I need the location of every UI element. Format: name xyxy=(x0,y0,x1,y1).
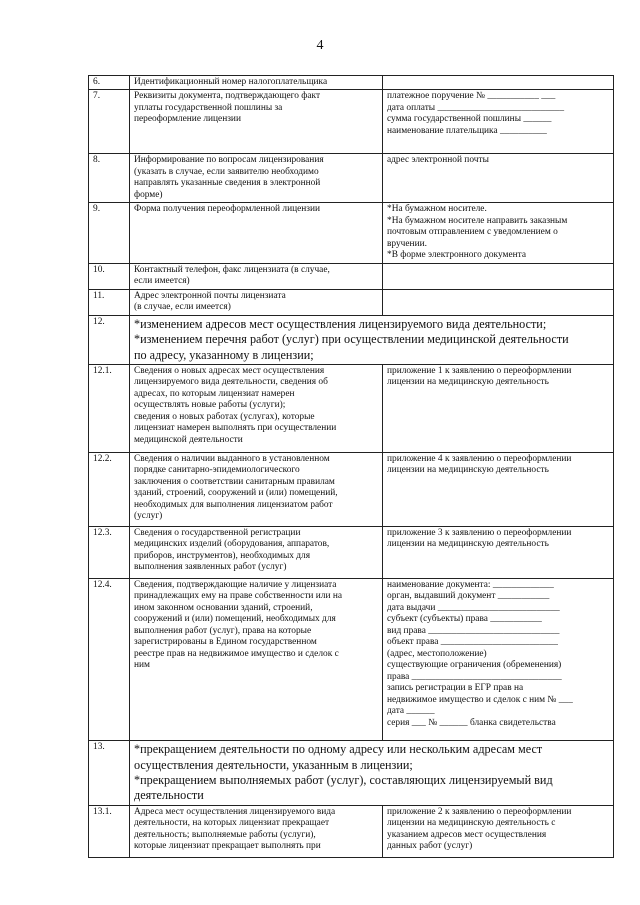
label-line: переоформление лицензии xyxy=(134,114,241,125)
label-line: Сведения, подтверждающие наличие у лицензиата xyxy=(134,580,337,591)
table-row xyxy=(89,365,614,453)
field-value[interactable] xyxy=(383,527,614,579)
field-label xyxy=(130,527,383,579)
table-row xyxy=(89,805,614,857)
row-number: 9. xyxy=(89,203,130,263)
label-line: которые лицензиат прекращает выполнять при xyxy=(134,841,321,852)
row-number: 13.1. xyxy=(89,805,130,857)
value-line: серия ___ № ______ бланка свидетельства xyxy=(387,717,556,728)
row-number: 11. xyxy=(89,289,130,315)
label-line: сооружений и (или) помещений, необходимых для xyxy=(134,614,336,625)
field-label xyxy=(130,805,383,857)
section-heading xyxy=(130,315,614,364)
form-body xyxy=(89,76,614,858)
field-label xyxy=(130,453,383,527)
label-line: сведения о новых работах (услугах), которые xyxy=(134,411,315,422)
value-line: вид права ____________________________ xyxy=(387,625,560,636)
field-value[interactable] xyxy=(383,263,614,289)
merged-line: *прекращением деятельности по одному адресу или нескольким адресам мест xyxy=(134,742,543,757)
label-line: медицинской деятельности xyxy=(134,434,243,445)
table-row xyxy=(89,741,614,806)
field-value[interactable] xyxy=(383,289,614,315)
field-label xyxy=(130,263,383,289)
table-row xyxy=(89,203,614,263)
label-line: Сведения о наличии выданного в установленном xyxy=(134,454,330,465)
label-line: необходимых для выполнения лицензиатом работ xyxy=(134,499,333,510)
label-line: направлять указанные сведения в электронной xyxy=(134,178,321,189)
label-line: деятельность; выполняемые работы (услуги), xyxy=(134,829,316,840)
value-line: сумма государственной пошлины ______ xyxy=(387,114,552,125)
merged-line: осуществления деятельности, указанным в лицензии; xyxy=(134,757,413,772)
merged-line: *изменением перечня работ (услуг) при осуществлении медицинской деятельности xyxy=(134,332,569,347)
value-line: существующие ограничения (обременения) xyxy=(387,660,562,671)
label-line: Сведения о новых адресах мест осуществления xyxy=(134,366,325,377)
value-line: приложение 3 к заявлению о переоформлении xyxy=(387,528,572,539)
value-line: субъект (субъекты) права ___________ xyxy=(387,614,542,625)
field-label xyxy=(130,90,383,154)
value-line: *В форме электронного документа xyxy=(387,250,527,261)
value-line: наименование документа: _____________ xyxy=(387,580,554,591)
value-line: дата ______ xyxy=(387,706,435,717)
value-line: почтовым отправлением с уведомлением о xyxy=(387,227,558,238)
value-line: приложение 2 к заявлению о переоформлении xyxy=(387,806,572,817)
label-line: реестре прав на недвижимое имущество и сделок с xyxy=(134,648,339,659)
label-line: выполнения работ (услуг), права на которые xyxy=(134,625,312,636)
label-line: медицинских изделий (оборудования, аппаратов, xyxy=(134,539,330,550)
label-line: порядке санитарно-эпидемиологического xyxy=(134,465,300,476)
field-label xyxy=(130,203,383,263)
table-row xyxy=(89,289,614,315)
value-line: лицензии на медицинскую деятельность xyxy=(387,539,549,550)
row-number: 12.4. xyxy=(89,579,130,741)
value-line: дата выдачи __________________________ xyxy=(387,602,560,613)
label-line: Сведения о государственной регистрации xyxy=(134,528,301,539)
field-value[interactable] xyxy=(383,365,614,453)
merged-line: деятельности xyxy=(134,788,204,803)
value-line: (адрес, местоположение) xyxy=(387,648,487,659)
table-row xyxy=(89,315,614,364)
table-row xyxy=(89,579,614,741)
label-line: лицензируемого вида деятельности, сведения об xyxy=(134,377,328,388)
row-number: 10. xyxy=(89,263,130,289)
label-line: приборов, инструментов), необходимых для xyxy=(134,550,311,561)
merged-line: *изменением адресов мест осуществления лицензируемого вида деятельности; xyxy=(134,316,547,331)
value-line: объект права _________________________ xyxy=(387,637,558,648)
value-line: приложение 1 к заявлению о переоформлении xyxy=(387,366,572,377)
label-line: заключения о соответствии санитарным правилам xyxy=(134,476,335,487)
label-line: принадлежащих ему на праве собственности или на xyxy=(134,591,343,602)
field-value[interactable] xyxy=(383,805,614,857)
row-number: 12.1. xyxy=(89,365,130,453)
value-line: вручении. xyxy=(387,238,427,249)
section-heading xyxy=(130,741,614,806)
field-value[interactable] xyxy=(383,76,614,90)
label-line: зданий, строений, сооружений и (или) помещений, xyxy=(134,488,338,499)
table-row xyxy=(89,154,614,203)
label-line: Реквизиты документа, подтверждающего факт xyxy=(134,91,321,102)
label-line: ним xyxy=(134,660,150,671)
value-line: указанием адресов мест осуществления xyxy=(387,829,547,840)
value-line: недвижимое имущество и сделок с ним № ___ xyxy=(387,694,573,705)
label-line: лицензиат намерен выполнять при осуществлении xyxy=(134,423,337,434)
label-line: Информирование по вопросам лицензирования xyxy=(134,155,324,166)
label-line: (услуг) xyxy=(134,511,163,522)
row-number: 7. xyxy=(89,90,130,154)
label-line: Адрес электронной почты лицензиата xyxy=(134,290,286,301)
value-line: данных работ (услуг) xyxy=(387,841,473,852)
merged-line: *прекращением выполняемых работ (услуг), составляющих лицензируемый вид xyxy=(134,772,553,787)
value-line: лицензии на медицинскую деятельность xyxy=(387,377,549,388)
table-row xyxy=(89,90,614,154)
label-line: Адреса мест осуществления лицензируемого вида xyxy=(134,806,336,817)
label-line: выполнения заявленных работ (услуг) xyxy=(134,562,287,573)
value-line: платежное поручение № ___________ ___ xyxy=(387,91,556,102)
field-label xyxy=(130,365,383,453)
field-value[interactable] xyxy=(383,90,614,154)
label-line: Контактный телефон, факс лицензиата (в случае, xyxy=(134,264,330,275)
value-line: *На бумажном носителе направить заказным xyxy=(387,215,568,226)
value-line: лицензии на медицинскую деятельность с xyxy=(387,818,556,829)
label-line: Форма получения переоформленной лицензии xyxy=(134,204,321,215)
value-line: права ________________________________ xyxy=(387,671,562,682)
row-number: 12. xyxy=(89,315,130,364)
field-label xyxy=(130,289,383,315)
value-line: лицензии на медицинскую деятельность xyxy=(387,465,549,476)
table-row xyxy=(89,527,614,579)
value-line: *На бумажном носителе. xyxy=(387,204,487,215)
field-label xyxy=(130,154,383,203)
row-number: 13. xyxy=(89,741,130,806)
row-number: 12.2. xyxy=(89,453,130,527)
field-value[interactable] xyxy=(383,154,614,203)
field-label xyxy=(130,76,383,90)
page-number: 4 xyxy=(316,38,324,53)
row-number: 8. xyxy=(89,154,130,203)
label-line: зарегистрированы в Едином государственном xyxy=(134,637,317,648)
value-line: дата оплаты ___________________________ xyxy=(387,102,565,113)
license-form-table xyxy=(88,75,614,858)
table-row xyxy=(89,453,614,527)
row-number: 12.3. xyxy=(89,527,130,579)
field-value[interactable] xyxy=(383,579,614,741)
table-row xyxy=(89,263,614,289)
label-line: адресах, по которым лицензиат намерен xyxy=(134,388,295,399)
field-label xyxy=(130,579,383,741)
value-line: адрес электронной почты xyxy=(387,155,489,166)
label-line: деятельности, на которых лицензиат прекращает xyxy=(134,818,330,829)
label-line: (в случае, если имеется) xyxy=(134,302,231,313)
value-line: запись регистрации в ЕГР прав на xyxy=(387,683,524,694)
value-line: наименование плательщика __________ xyxy=(387,125,547,136)
field-value[interactable] xyxy=(383,203,614,263)
row-number: 6. xyxy=(89,76,130,90)
table-row xyxy=(89,76,614,90)
field-value[interactable] xyxy=(383,453,614,527)
label-line: ином законном основании зданий, строений, xyxy=(134,602,313,613)
label-line: если имеется) xyxy=(134,276,190,287)
value-line: приложение 4 к заявлению о переоформлении xyxy=(387,454,572,465)
label-line: уплаты государственной пошлины за xyxy=(134,102,283,113)
label-line: форме) xyxy=(134,189,163,200)
value-line: орган, выдавший документ ___________ xyxy=(387,591,550,602)
label-line: Идентификационный номер налогоплательщика xyxy=(134,77,328,87)
merged-line: по адресу, указанному в лицензии; xyxy=(134,347,314,362)
label-line: (указать в случае, если заявителю необходимо xyxy=(134,166,319,177)
label-line: осуществлять новые работы (услуги); xyxy=(134,400,286,411)
